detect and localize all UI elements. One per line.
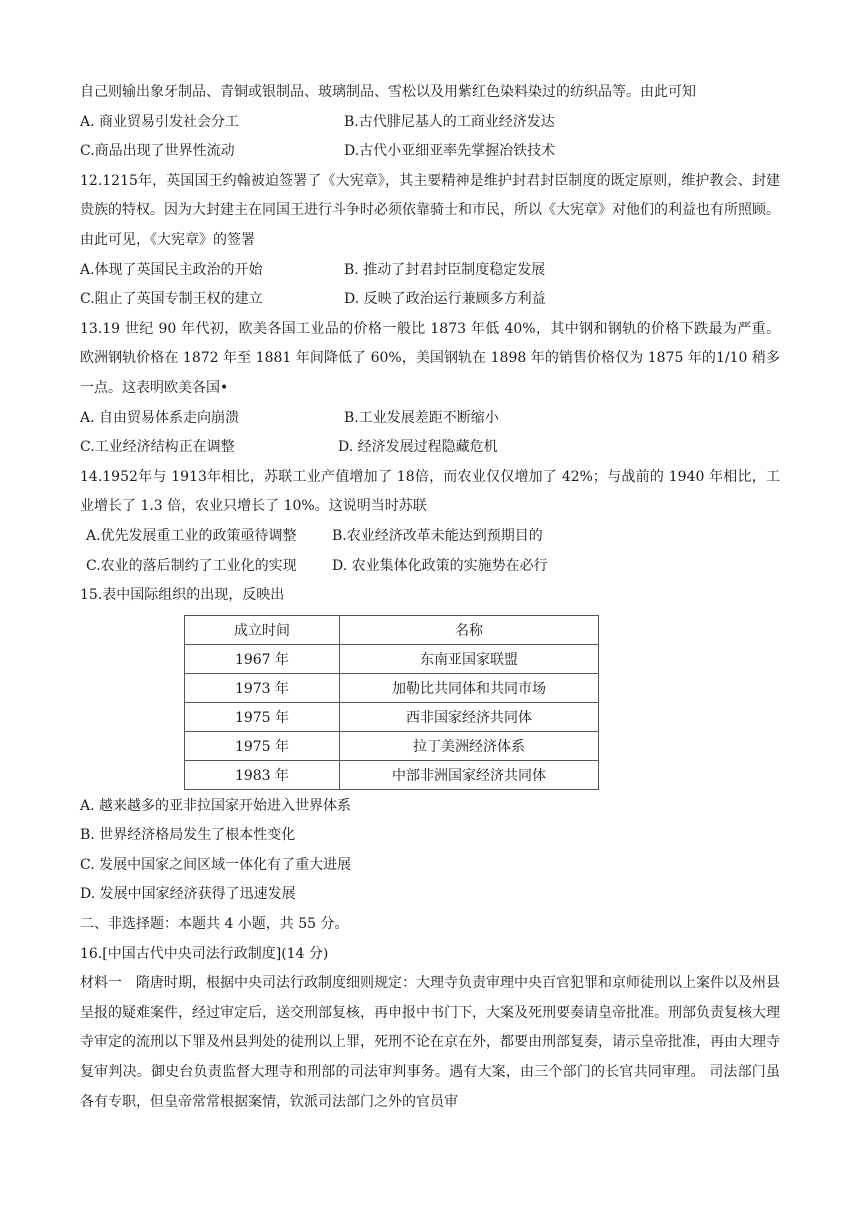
q13-options-row-1	[80, 404, 780, 434]
q12-options-row-2	[80, 285, 780, 315]
q12-option-c: C.阻止了英国专制王权的建立	[80, 291, 263, 308]
q14-option-a: A.优先发展重工业的政策亟待调整	[86, 527, 297, 544]
q11-option-a: A. 商业贸易引发社会分工	[80, 113, 240, 130]
q13-option-c: C.工业经济结构正在调整	[80, 439, 235, 456]
table-row	[185, 673, 599, 702]
section-heading: 二、非选择题：本题共 4 小题，共 55 分。	[80, 916, 349, 933]
table-cell-year: 1983 年	[185, 760, 340, 789]
q13-option-d: D. 经济发展过程隐藏危机	[338, 439, 498, 456]
q14-options-row-1	[80, 522, 780, 552]
q15-option-d: D. 发展中国家经济获得了迅速发展	[80, 886, 296, 903]
q12-options-row-1	[80, 256, 780, 286]
q14-options-row-2	[80, 552, 780, 582]
table-header-founded: 成立时间	[185, 615, 340, 644]
table-row	[185, 644, 599, 673]
q15-stem: 15.表中国际组织的出现，反映出	[80, 587, 285, 604]
q11-stem-tail: 自己则输出象牙制品、青铜或银制品、玻璃制品、雪松以及用紫红色染料染过的纺织品等。由此可知	[80, 84, 696, 100]
q12-option-b: B. 推动了封君封臣制度稳定发展	[344, 261, 546, 278]
q14-option-b: B.农业经济改革未能达到预期目的	[332, 527, 543, 544]
exam-page	[80, 78, 780, 1117]
q15-option-b: B. 世界经济格局发生了根本性变化	[80, 827, 296, 844]
table-cell-year: 1973 年	[185, 673, 340, 702]
q11-options-row-2	[80, 137, 780, 167]
organization-table	[184, 615, 599, 790]
table-cell-org: 加勒比共同体和共同市场	[340, 673, 599, 702]
table-header-row	[185, 615, 599, 644]
table-header-name: 名称	[340, 615, 599, 644]
table-row	[185, 702, 599, 731]
q15-option-c: C. 发展中国家之间区域一体化有了重大进展	[80, 856, 352, 873]
table-row	[185, 760, 599, 789]
q12-option-d: D. 反映了政治运行兼顾多方利益	[344, 291, 546, 308]
q11-options-row-1	[80, 108, 780, 138]
q13-stem: 13.19 世纪 90 年代初，欧美各国工业品的价格一般比 1873 年低 40%，其中钢和钢轨的价格下跌最为严重。 欧洲钢轨价格在 1872 年至 1881 年间降低了 60%，美国钢轨在 1898 年的销售价格仅为 1875 年的1/10 稍多一点。这表明欧美各国•	[80, 320, 780, 396]
q14-stem: 14.1952年与 1913年相比，苏联工业产值增加了 18倍，而农业仅仅增加了 42%；与战前的 1940 年相比，工业增长了 1.3 倍，农业只增长了 10%。这说明当时苏联	[80, 468, 780, 515]
q13-option-b: B.工业发展差距不断缩小	[344, 409, 499, 426]
q14-option-d: D. 农业集体化政策的实施势在必行	[332, 557, 548, 574]
q11-option-c: C.商品出现了世界性流动	[80, 143, 235, 160]
table-cell-org: 拉丁美洲经济体系	[340, 731, 599, 760]
table-cell-year: 1975 年	[185, 731, 340, 760]
q11-option-d: D.古代小亚细亚率先掌握冶铁技术	[344, 143, 556, 160]
table-cell-year: 1975 年	[185, 702, 340, 731]
q12-option-a: A.体现了英国民主政治的开始	[80, 261, 263, 278]
q15-option-a: A. 越来越多的亚非拉国家开始进入世界体系	[80, 797, 352, 814]
q11-option-b: B.古代腓尼基人的工商业经济发达	[344, 113, 555, 130]
q12-stem: 12.1215年，英国国王约翰被迫签署了《大宪章》，其主要精神是维护封君封臣制度的既定原则，维护教会、封建贵族的特权。因为大封建主在同国王进行斗争时必须依靠骑士和市民，所以《大宪章》对他们的利益也有所照顾。由此可见，《大宪章》的签署	[80, 172, 780, 248]
q14-option-c: C.农业的落后制约了工业化的实现	[86, 557, 297, 574]
table-row	[185, 731, 599, 760]
q13-options-row-2	[80, 433, 780, 463]
table-cell-org: 西非国家经济共同体	[340, 702, 599, 731]
table-cell-org: 中部非洲国家经济共同体	[340, 760, 599, 789]
table-cell-year: 1967 年	[185, 644, 340, 673]
q16-material-1: 材料一 隋唐时期，根据中央司法行政制度细则规定：大理寺负责审理中央百官犯罪和京师徒刑以上案件以及州县呈报的疑难案件，经过审定后，送交刑部复核，再申报中书门下，大案及死刑要奏请皇帝批准。刑部负责复核大理寺审定的流刑以下罪及州县判处的徒刑以上罪，死刑不论在京在外，都要由刑部复奏，请示皇帝批准，再由大理寺复审判决。御史台负责监督大理寺和刑部的司法审判事务。遇有大案，由三个部门的长官共同审理。 司法部门虽各有专职，但皇帝常常根据案情，钦派司法部门之外的官员审	[80, 975, 780, 1110]
q16-title: 16.[中国古代中央司法行政制度](14 分)	[80, 945, 329, 962]
q13-option-a: A. 自由贸易体系走向崩溃	[80, 409, 240, 426]
table-cell-org: 东南亚国家联盟	[340, 644, 599, 673]
